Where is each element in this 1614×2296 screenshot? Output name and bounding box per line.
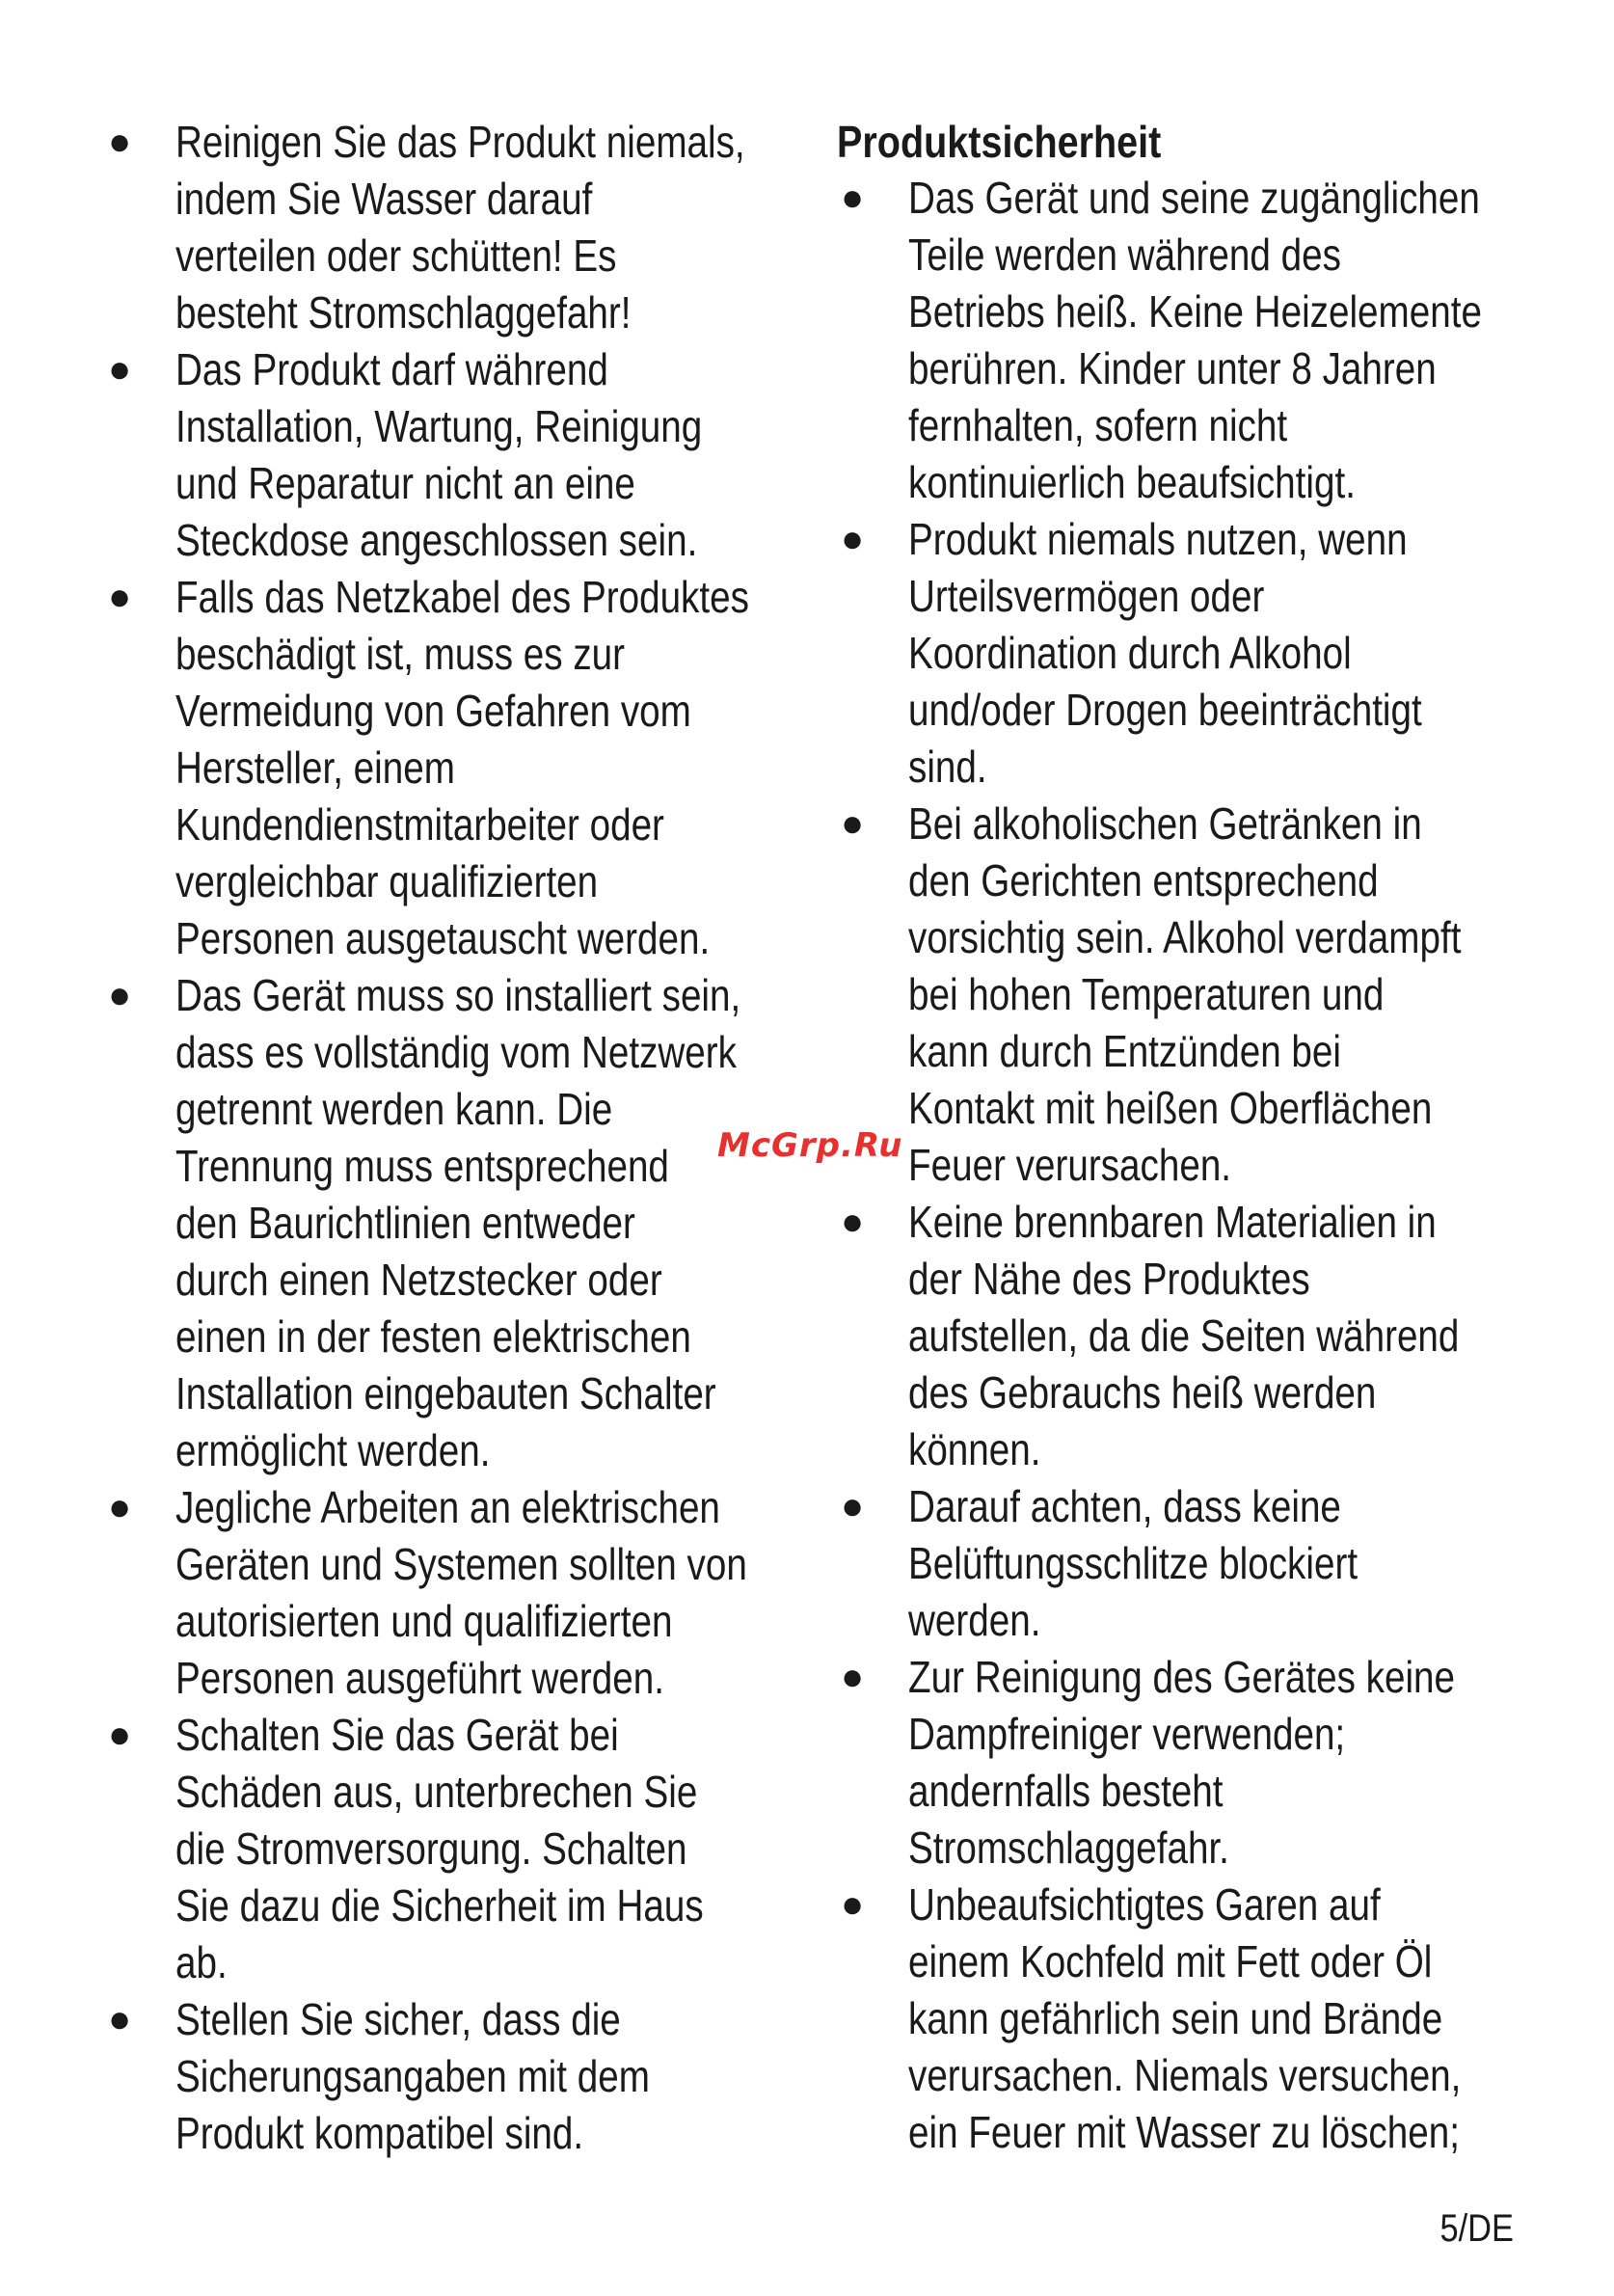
bullet-icon: ● xyxy=(841,802,865,845)
list-item-text: Das Gerät muss so installiert sein, dass es vollständig vom Netzwerk getrennt werden kann. Die Trennung muss entsprechend den Baurichtlinien entweder durch einen Netzstecker oder einen in der festen elektrischen Installation eingebauten Schalter ermöglicht werden. xyxy=(175,970,741,1475)
list-item-text: Reinigen Sie das Produkt niemals, indem Sie Wasser darauf verteilen oder schütten! Es besteht Stromschlaggefahr! xyxy=(175,117,745,338)
bullet-icon: ● xyxy=(108,1998,132,2040)
watermark: McGrp.Ru xyxy=(717,1126,903,1165)
list-item xyxy=(104,1479,818,1707)
list-item-text: Produkt niemals nutzen, wenn Urteilsvermögen oder Koordination durch Alkohol und/oder Drogen beeinträchtigt sind. xyxy=(908,514,1422,792)
list-item-text: Unbeaufsichtigtes Garen auf einem Kochfeld mit Fett oder Öl kann gefährlich sein und Brände verursachen. Niemals versuchen, ein Feuer mit Wasser zu löschen; xyxy=(908,1879,1462,2157)
list-item-text: Darauf achten, dass keine Belüftungsschlitze blockiert werden. xyxy=(908,1481,1358,1645)
list-item-text: Falls das Netzkabel des Produktes beschädigt ist, muss es zur Vermeidung von Gefahren vom Hersteller, einem Kundendienstmitarbeiter oder vergleichbar qualifizierten Personen ausgetauscht werden. xyxy=(175,572,749,963)
bullet-icon: ● xyxy=(108,576,132,618)
bullet-icon: ● xyxy=(841,1883,865,1926)
bullet-icon: ● xyxy=(841,518,865,560)
list-item xyxy=(837,511,1550,796)
list-item xyxy=(104,1991,818,2162)
right-column xyxy=(837,114,1550,2161)
list-item-text: Jegliche Arbeiten an elektrischen Geräten und Systemen sollten von autorisierten und qualifizierten Personen ausgeführt werden. xyxy=(175,1482,747,1703)
bullet-icon: ● xyxy=(108,121,132,163)
list-item-text: Bei alkoholischen Getränken in den Gerichten entsprechend vorsichtig sein. Alkohol verdampft bei hohen Temperaturen und kann durch Entzünden bei Kontakt mit heißen Oberflächen Feuer verursachen. xyxy=(908,798,1462,1190)
list-item xyxy=(837,1194,1550,1478)
list-item-text: Zur Reinigung des Gerätes keine Dampfreiniger verwenden; andernfalls besteht Stromschlaggefahr. xyxy=(908,1652,1456,1873)
list-item xyxy=(837,1649,1550,1877)
list-item xyxy=(104,967,818,1479)
list-item-text: Schalten Sie das Gerät bei Schäden aus, unterbrechen Sie die Stromversorgung. Schalten Sie dazu die Sicherheit im Haus ab. xyxy=(175,1710,704,1987)
list-item xyxy=(837,796,1550,1194)
list-item xyxy=(104,341,818,569)
bullet-icon: ● xyxy=(108,1486,132,1528)
right-bullet-list xyxy=(837,170,1550,2161)
bullet-icon: ● xyxy=(841,1201,865,1243)
list-item xyxy=(104,114,818,341)
list-item xyxy=(837,170,1550,511)
bullet-icon: ● xyxy=(841,1656,865,1698)
list-item-text: Das Gerät und seine zugänglichen Teile werden während des Betriebs heiß. Keine Heizelemente berühren. Kinder unter 8 Jahren fernhalten, sofern nicht kontinuierlich beaufsichtigt. xyxy=(908,173,1482,507)
bullet-icon: ● xyxy=(108,1714,132,1756)
bullet-icon: ● xyxy=(108,974,132,1016)
page-number: 5/DE xyxy=(1439,2207,1514,2250)
left-bullet-list xyxy=(104,114,818,2162)
list-item xyxy=(837,1877,1550,2161)
list-item xyxy=(837,1478,1550,1649)
bullet-icon: ● xyxy=(108,348,132,391)
list-item-text: Keine brennbaren Materialien in der Nähe des Produktes aufstellen, da die Seiten während des Gebrauchs heiß werden können. xyxy=(908,1197,1460,1474)
list-item-text: Das Produkt darf während Installation, Wartung, Reinigung und Reparatur nicht an eine Steckdose angeschlossen sein. xyxy=(175,344,703,565)
bullet-icon: ● xyxy=(841,1485,865,1527)
list-item-text: Stellen Sie sicher, dass die Sicherungsangaben mit dem Produkt kompatibel sind. xyxy=(175,1994,650,2158)
bullet-icon: ● xyxy=(841,176,865,219)
list-item xyxy=(104,1707,818,1991)
section-heading: Produktsicherheit xyxy=(837,117,1162,167)
left-column xyxy=(104,114,818,2162)
list-item xyxy=(104,569,818,967)
